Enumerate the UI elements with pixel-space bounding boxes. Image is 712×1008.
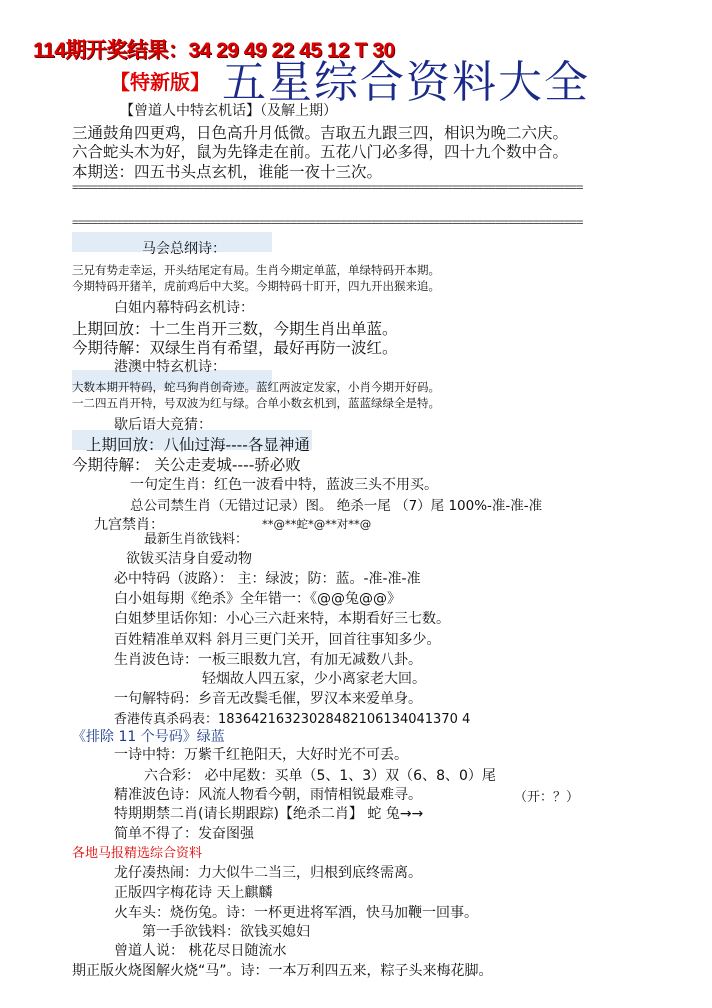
regional-heading: 各地马报精选综合资料 <box>72 846 203 861</box>
mahui-line: 三兄有势走幸运，开头结尾定有局。生肖今期定单蓝，单绿特码开本期。 <box>72 263 440 277</box>
item-line: 期正版火烧图解火烧“马”。诗：一本万利四五来，粽子头来梅花脚。 <box>72 963 493 979</box>
item-line: 一句定生肖：红色一波看中特，蓝波三头不用买。 <box>130 477 438 493</box>
draw-result-line: 114期开奖结果：34 29 49 22 45 12 T 30 <box>33 39 395 62</box>
item-line: 百姓精准单双料 斜月三更门关开，回首往事知多少。 <box>114 632 441 648</box>
item-line: 九宫禁肖： <box>94 517 164 533</box>
item-line: 一句解特码：乡音无改鬓毛催，罗汉本来爱单身。 <box>114 691 422 707</box>
item-line: 白姐梦里话你知：小心三六赶来特，本期看好三七数。 <box>114 611 450 627</box>
gangao-line: 大数本期开特码，蛇马狗肖创奇迹。蓝红两波定发家，小肖今期开好码。 <box>72 380 440 394</box>
page-title: 五星综合资料大全 <box>222 57 590 108</box>
zengdao-heading: 【曾道人中特玄机话】（及解上期） <box>120 103 337 119</box>
item-line: 六合彩： 必中尾数：买单（5、1、3）双（6、8、0）尾 <box>144 768 496 784</box>
xiehouyu-previous: 上期回放：八仙过海----各显神通 <box>86 436 310 454</box>
mahui-heading: 马会总纲诗： <box>142 241 226 257</box>
separator-line: ================================================================================== <box>72 215 583 229</box>
item-line: 最新生肖欲钱料： <box>144 532 249 547</box>
item-line: 龙仔凑热闹：力大似牛二当三，归根到底终需离。 <box>114 865 422 881</box>
item-line: 简单不得了：发奋图强 <box>114 826 254 842</box>
xiehouyu-current: 今期待解： 关公走麦城----骄必败 <box>72 456 301 474</box>
zengdao-line: 本期送：四五书头点玄机，谁能一夜十三次。 <box>72 163 383 181</box>
zengdao-line: 三通鼓角四更鸡，日色高升月低微。吉取五九跟三四，相识为晚二六庆。 <box>72 124 569 142</box>
baijie-heading: 白姐内幕特码玄机诗： <box>114 300 254 316</box>
item-line: 轻烟故人四五家，少小离家老大回。 <box>202 671 426 687</box>
item-line: 欲钹买洁身自爱动物 <box>126 551 252 567</box>
item-line: 火车头：烧伤兔。诗：一杯更进将军酒，快马加鞭一回事。 <box>114 905 478 921</box>
item-line: （开：？） <box>514 790 580 805</box>
xiehouyu-heading: 歇后语大竞猜： <box>114 417 212 433</box>
item-line: 一诗中特：万紫千红艳阳天，大好时光不可丢。 <box>114 747 408 763</box>
zengdao-line: 六合蛇头木为好，鼠为先锋走在前。五花八门必多得，四十九个数中合。 <box>72 143 569 161</box>
item-line: 正版四字梅花诗 天上麒麟 <box>114 885 273 901</box>
separator-line: ================================================================================== <box>72 180 583 194</box>
item-line: 白小姐每期《绝杀》全年错一：《@@兔@@》 <box>114 591 401 607</box>
item-line: 《排除 11 个号码》绿蓝 <box>72 729 225 745</box>
item-line: 香港传真杀码表：18364216323028482106134041370 4 <box>114 712 471 727</box>
item-line: 必中特码（波路）： 主：绿波；防：蓝。-准-准-准 <box>114 571 421 587</box>
item-line: 第一手欲钱料：欲钱买媳妇 <box>142 924 310 940</box>
item-line: 曾道人说： 桃花尽日随流水 <box>114 943 287 959</box>
baijie-previous: 上期回放：十二生肖开三数，今期生肖出单蓝。 <box>72 320 398 338</box>
item-line: 生肖波色诗：一板三眼数九宫，有加无减数八卦。 <box>114 652 422 668</box>
item-line: 精准波色诗：风流人物看今朝，雨情相锐最难寻。 <box>114 787 422 803</box>
item-line: **@**蛇*@**对**@ <box>262 517 372 531</box>
gangao-heading: 港澳中特玄机诗： <box>114 359 226 375</box>
item-line: 特期期禁二肖(请长期跟踪)【绝杀二肖】 蛇 兔→→ <box>114 806 424 822</box>
gangao-line: 一二四五肖开特，号双波为红与绿。合单小数玄机到，蓝蓝绿绿全是特。 <box>72 396 440 410</box>
edition-label: 【特新版】 <box>110 70 210 94</box>
mahui-line: 今期特码开猪羊，虎前鸡后中大奖。今期特码十盯开，四九开出猴来追。 <box>72 279 440 293</box>
baijie-current: 今期待解：双绿生肖有希望，最好再防一波红。 <box>72 339 398 357</box>
item-line: 总公司禁生肖（无错过记录）图。 绝杀一尾 （7）尾 100%-准-准-准 <box>130 498 543 514</box>
